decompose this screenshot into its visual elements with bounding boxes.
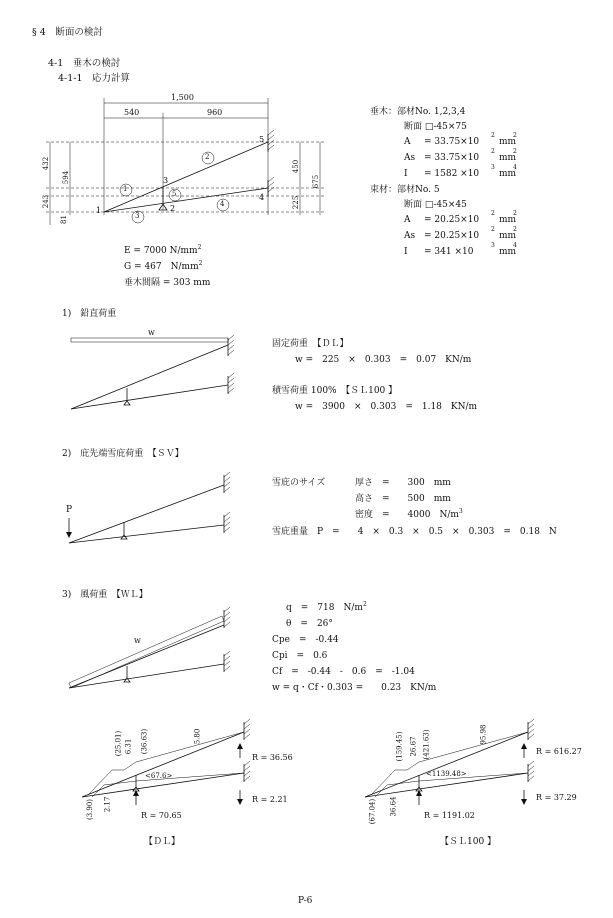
dl-value-4: 5.80 bbox=[193, 728, 202, 745]
node-label-5: 5 bbox=[259, 135, 265, 144]
load3-cpe: Cpe = -0.44 bbox=[272, 635, 339, 645]
strut-as: As = 20.25×10 2 mm 2 bbox=[404, 226, 517, 241]
load3-cf: Cf = -0.44 - 0.6 = -1.04 bbox=[272, 667, 415, 677]
dl-reaction-top: R = 36.56 bbox=[252, 753, 293, 762]
subsubsection-title: 4-1-1 応力計算 bbox=[58, 73, 131, 84]
page-number: P-6 bbox=[298, 896, 313, 906]
member-label-2: 2 bbox=[205, 153, 210, 161]
sl-value-5: (67.04) bbox=[368, 798, 377, 825]
dim-top-left: 540 bbox=[124, 108, 140, 117]
sl-value-7: <1139.48> bbox=[426, 770, 467, 778]
load2-thick: 厚さ = 300 mm bbox=[355, 478, 451, 488]
sl-reaction-right: R = 37.29 bbox=[536, 793, 577, 802]
dim-left-594: 594 bbox=[62, 170, 71, 185]
sl-value-4: 95.98 bbox=[479, 724, 488, 745]
load2-heading: 2) 庇先端雪庇荷重 【ＳＶ】 bbox=[62, 449, 184, 459]
sl-caption: 【ＳＬ100 】 bbox=[440, 837, 497, 847]
dl-value-6: 2.17 bbox=[103, 796, 112, 813]
dl-value-1: (25.01) bbox=[114, 730, 123, 757]
load3-q: q = 718 $N/m^2$ bbox=[286, 601, 367, 613]
subsection-title: 4-1 垂木の検討 bbox=[48, 58, 121, 69]
strut-section: 断面 □-45×45 bbox=[404, 200, 467, 210]
load1-w-label: w bbox=[148, 328, 155, 337]
load1-dl-title: 固定荷重 【ＤＬ】 bbox=[272, 339, 349, 349]
load3-cpi: Cpi = 0.6 bbox=[272, 651, 328, 661]
rafter-as: As = 33.75×10 2 mm 2 bbox=[404, 148, 517, 163]
member-label-5: 5 bbox=[172, 190, 177, 198]
dl-value-5: (3.90) bbox=[86, 798, 95, 821]
dim-right-450: 450 bbox=[292, 159, 301, 174]
dl-reaction-right: R = 2.21 bbox=[252, 795, 288, 804]
rafter-spacing: 垂木間隔 = 303 mm bbox=[124, 278, 211, 288]
strut-a: A = 20.25×10 2 mm 2 bbox=[404, 210, 517, 225]
rafter-section: 断面 □-45×75 bbox=[404, 122, 467, 132]
dim-right-675: 675 bbox=[312, 174, 321, 189]
material-g: G = 467 $N/mm^2$ bbox=[124, 260, 203, 272]
dl-value-3: (36.63) bbox=[140, 728, 149, 755]
load3-theta: θ = 26° bbox=[286, 619, 333, 629]
load1-sl-calc: w = 3900 × 0.303 = 1.18 KN/m bbox=[295, 402, 478, 412]
dl-value-2: 6.31 bbox=[124, 738, 133, 755]
sl-reaction-bottom: R = 1191.02 bbox=[424, 811, 475, 820]
load2-density: 密度 = 4000 $N/m^3$ bbox=[355, 508, 463, 520]
node-label-3: 3 bbox=[163, 176, 169, 185]
member-label-1: 1 bbox=[123, 185, 128, 193]
load1-sl-title: 積雪荷重 100% 【ＳＬ100 】 bbox=[272, 386, 398, 396]
sl-value-2: 26.67 bbox=[409, 736, 418, 757]
section-title: § 4 断面の検討 bbox=[32, 27, 103, 38]
load1-heading: 1) 鉛直荷重 bbox=[62, 309, 117, 319]
dim-left-243: 243 bbox=[42, 194, 51, 209]
sl-value-3: (421.63) bbox=[422, 729, 431, 760]
node-label-1: 1 bbox=[96, 206, 102, 215]
load3-w-label: w bbox=[134, 636, 141, 645]
material-e: E = 7000 $N/mm^2$ bbox=[124, 244, 202, 256]
sl-value-1: (159.45) bbox=[395, 731, 404, 762]
dl-caption: 【ＤＬ】 bbox=[144, 837, 181, 847]
dl-value-7: <67.6> bbox=[145, 772, 173, 780]
rafter-i: I = 1582 ×10 3 mm 4 bbox=[404, 164, 517, 179]
rafter-a: A = 33.75×10 2 mm 2 bbox=[404, 132, 517, 147]
node-label-4: 4 bbox=[259, 193, 265, 202]
load1-dl-calc: w = 225 × 0.303 = 0.07 KN/m bbox=[295, 355, 472, 365]
node-label-2: 2 bbox=[170, 204, 176, 213]
dim-top-total: 1,500 bbox=[171, 93, 194, 102]
rafter-title: 垂木：部材No. 1,2,3,4 bbox=[370, 107, 466, 117]
member-label-3: 3 bbox=[135, 212, 140, 220]
load3-heading: 3) 風荷重 【ＷＬ】 bbox=[62, 590, 148, 600]
strut-title: 束材：部材No. 5 bbox=[370, 185, 440, 195]
load2-height: 高さ = 500 mm bbox=[355, 494, 451, 504]
load2-p-label: P bbox=[66, 505, 73, 515]
dim-right-225: 225 bbox=[292, 195, 301, 210]
sl-reaction-top: R = 616.27 bbox=[536, 747, 582, 756]
dim-left-81: 81 bbox=[59, 215, 68, 224]
load3-w: w = q・Cf・0.303 = 0.23 KN/m bbox=[272, 683, 437, 693]
strut-i: I = 341 ×10 3 mm 4 bbox=[404, 242, 517, 257]
member-label-4: 4 bbox=[220, 200, 225, 208]
dim-top-right: 960 bbox=[207, 108, 223, 117]
sl-value-6: 36.64 bbox=[389, 796, 398, 817]
dim-left-432: 432 bbox=[42, 156, 51, 171]
load2-size-label: 雪庇のサイズ bbox=[272, 478, 326, 488]
dl-reaction-bottom: R = 70.65 bbox=[141, 811, 182, 820]
load2-weight: 雪庇重量 P = 4 × 0.3 × 0.5 × 0.303 = 0.18 N bbox=[272, 527, 557, 537]
